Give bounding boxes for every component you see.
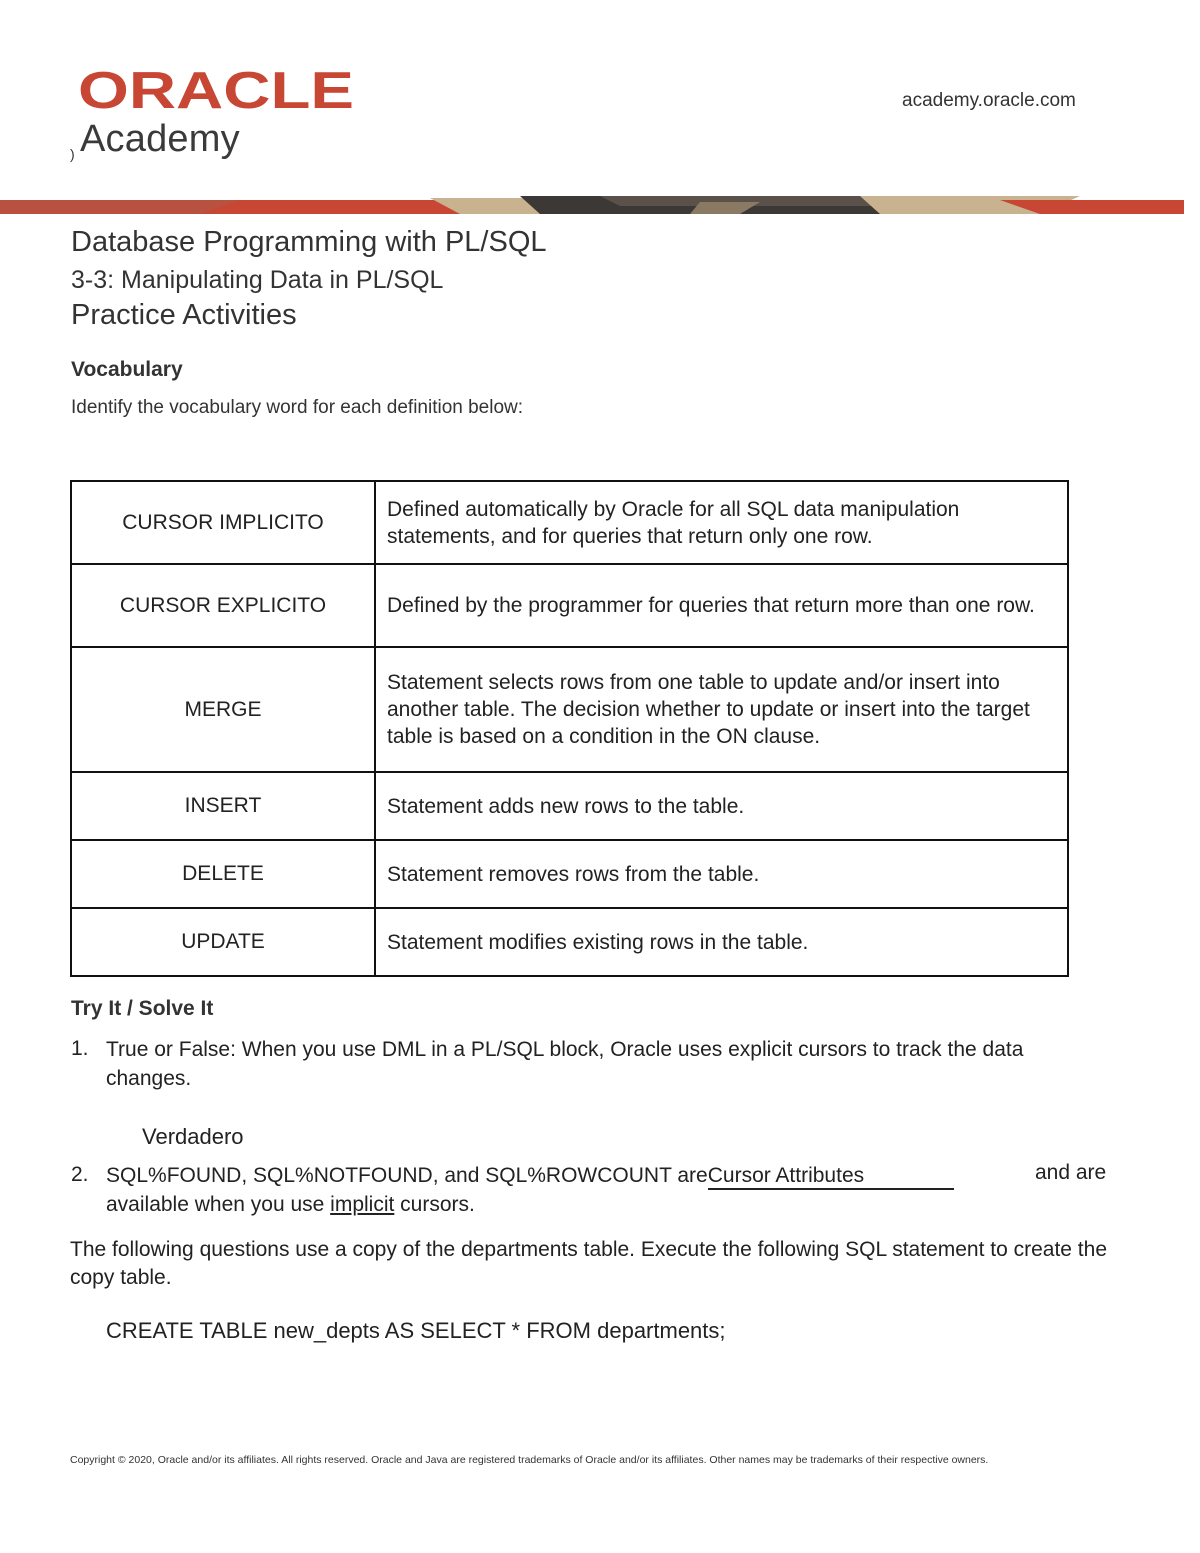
try-it-heading: Try It / Solve It [71, 997, 214, 1020]
table-row [71, 840, 1068, 908]
vocab-definition: Defined automatically by Oracle for all SQL data manipulation statements, and for queries that return only one row. [375, 481, 1068, 564]
course-title: Database Programming with PL/SQL [71, 226, 547, 258]
oracle-logo-text: ORACLE [78, 66, 354, 112]
vocab-definition: Statement removes rows from the table. [375, 840, 1068, 908]
question-2-line-1 [106, 1161, 954, 1190]
vocab-definition: Statement selects rows from one table to update and/or insert into another table. The decision whether to update or insert into the target table is based on a condition in the ON clause. [375, 647, 1068, 772]
question-2-number: 2. [71, 1163, 89, 1186]
sql-statement: CREATE TABLE new_depts AS SELECT * FROM departments; [106, 1318, 726, 1343]
question-2-text-after-blank: and are [1035, 1161, 1107, 1184]
lesson-title: 3-3: Manipulating Data in PL/SQL [71, 266, 444, 294]
vocab-term: INSERT [71, 772, 375, 840]
site-url: academy.oracle.com [902, 90, 1076, 111]
vocab-term: UPDATE [71, 908, 375, 976]
vocab-definition: Defined by the programmer for queries that return more than one row. [375, 564, 1068, 647]
vocab-term: CURSOR EXPLICITO [71, 564, 375, 647]
vocab-term: MERGE [71, 647, 375, 772]
question-2-line-2-before: available when you use [106, 1193, 331, 1216]
table-row [71, 908, 1068, 976]
page-subtitle: Practice Activities [71, 299, 297, 331]
question-2-text-before: SQL%FOUND, SQL%NOTFOUND, and SQL%ROWCOUNT are [106, 1164, 708, 1187]
question-2-blank-1: Cursor Attributes [708, 1164, 954, 1190]
question-1-text: True or False: When you use DML in a PL/SQL block, Oracle uses explicit cursors to track the data changes. [106, 1038, 1024, 1090]
question-1-number: 1. [71, 1037, 89, 1060]
question-2-line-2 [106, 1190, 475, 1219]
vocab-term: DELETE [71, 840, 375, 908]
vocabulary-heading: Vocabulary [71, 358, 183, 381]
vocabulary-table [70, 480, 1069, 977]
question-2-line-2-after: cursors. [394, 1193, 475, 1216]
tick-mark: ) [70, 146, 75, 162]
question-2-blank-2: implicit [330, 1193, 395, 1216]
instructions-paragraph: The following questions use a copy of the departments table. Execute the following SQL statement to create the copy table. [70, 1238, 1107, 1289]
table-row [71, 647, 1068, 772]
table-row [71, 772, 1068, 840]
table-row [71, 481, 1068, 564]
table-row [71, 564, 1068, 647]
question-1-answer: Verdadero [142, 1124, 244, 1149]
copyright-footer: Copyright © 2020, Oracle and/or its affiliates. All rights reserved. Oracle and Java are registered trademarks of Oracle and/or its affiliates. Other names may be trademarks of their respective owners. [70, 1454, 989, 1466]
vocab-definition: Statement modifies existing rows in the table. [375, 908, 1068, 976]
oracle-logo [78, 66, 356, 112]
vocab-definition: Statement adds new rows to the table. [375, 772, 1068, 840]
vocabulary-instruction: Identify the vocabulary word for each definition below: [71, 397, 524, 418]
vocab-term: CURSOR IMPLICITO [71, 481, 375, 564]
academy-logo-text: Academy [80, 118, 240, 160]
decorative-banner [0, 196, 1184, 218]
